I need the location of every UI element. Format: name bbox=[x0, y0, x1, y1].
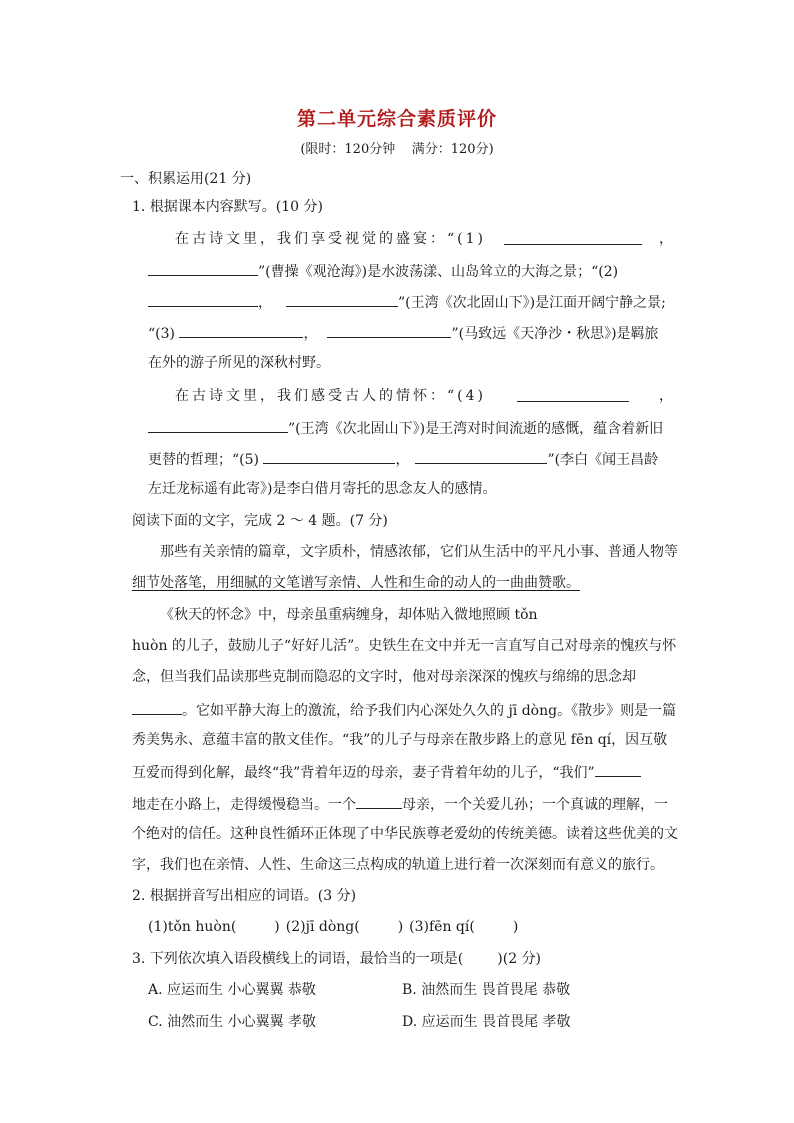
q1-p1-line2: ”(曹操《观沧海》)是水波荡漾、山岛耸立的大海之景；“(2) bbox=[148, 261, 618, 281]
q1-p1-line5: 在外的游子所见的深秋村野。 bbox=[148, 355, 330, 371]
passage-line-3: 《秋天的怀念》中，母亲虽重病缠身，却体贴入微地照顾 tǒn bbox=[160, 607, 538, 623]
option-b[interactable]: B. 油然而生 畏首畏尾 恭敬 bbox=[402, 982, 571, 998]
q1-p1-line3: ， ”(王湾《次北固山下》)是江面开阔宁静之景; bbox=[148, 292, 666, 312]
q2-p2-line1: 在古诗文里，我们感受古人的情怀：“(4) ， bbox=[175, 388, 673, 404]
answer-blank-4b[interactable] bbox=[148, 418, 288, 433]
passage-line-11: 字，我们也在亲情、人性、生命这三点构成的轨道上进行着一次深刻而有意义的旅行。 bbox=[132, 857, 664, 873]
answer-blank-3a[interactable] bbox=[179, 323, 303, 338]
passage-line-7: 秀美隽永、意蕴丰富的散文佳作。“我”的儿子与母亲在散步路上的意见 fēn qí，因互敬 bbox=[132, 732, 668, 748]
q1-p2-line4: 左迁龙标遥有此寄》)是李白借月寄托的思念友人的感情。 bbox=[148, 481, 497, 497]
passage-line-4: huòn 的儿子，鼓励儿子“好好儿活”。史铁生在文中并无一言直写自己对母亲的愧疚与怀 bbox=[132, 638, 677, 654]
answer-blank-3b[interactable] bbox=[327, 323, 451, 338]
passage-line-9: 地走在小路上，走得缓慢稳当。一个 母亲，一个关爱儿孙；一个真诚的理解，一 bbox=[132, 794, 668, 814]
passage-line-10: 个绝对的信任。这种良性循环正体现了中华民族尊老爱幼的传统美德。读着这些优美的文 bbox=[132, 826, 678, 842]
answer-blank-2a[interactable] bbox=[148, 292, 258, 307]
option-c[interactable]: C. 油然而生 小心翼翼 孝敬 bbox=[148, 1014, 317, 1030]
q1-p2-line3: 更替的哲理；“(5) ， ”(李白《闻王昌龄 bbox=[148, 449, 658, 469]
exam-info: (限时：120分钟 满分：120分) bbox=[300, 142, 494, 157]
answer-blank-1a[interactable] bbox=[504, 230, 642, 245]
question-3-stem: 3. 下列依次填入语段横线上的词语，最恰当的一项是( )(2 分) bbox=[132, 951, 542, 967]
passage-line-1: 那些有关亲情的篇章，文字质朴，情感浓郁，它们从生活中的平凡小事、普通人物等 bbox=[160, 544, 678, 560]
question-1-stem: 1. 根据课本内容默写。(10 分) bbox=[132, 199, 323, 215]
page-title: 第二单元综合素质评价 bbox=[296, 108, 497, 130]
passage-line-5: 念，但当我们品读那些克制而隐忍的文字时，他对母亲深深的愧疚与绵绵的思念却 bbox=[132, 669, 636, 685]
passage-blank-2[interactable] bbox=[595, 762, 641, 777]
q1-p2-line2: ”(王湾《次北固山下》)是王湾对时间流逝的感慨，蕴含着新旧 bbox=[148, 418, 663, 438]
passage-blank-1[interactable] bbox=[132, 700, 182, 715]
passage-line-2-underlined: 细节处落笔，用细腻的文笔谱写亲情、人性和生命的动人的一曲曲赞歌。 bbox=[132, 575, 580, 591]
passage-line-8: 互爱而得到化解，最终“我”背着年迈的母亲，妻子背着年幼的儿子，“我们” bbox=[132, 762, 641, 782]
reading-intro: 阅读下面的文字，完成 2 ～ 4 题。(7 分) bbox=[132, 513, 388, 529]
answer-blank-5a[interactable] bbox=[263, 449, 395, 464]
answer-blank-1b[interactable] bbox=[148, 261, 258, 276]
option-a[interactable]: A. 应运而生 小心翼翼 恭敬 bbox=[148, 982, 316, 998]
option-d[interactable]: D. 应运而生 畏首畏尾 孝敬 bbox=[402, 1014, 571, 1030]
q1-p1-line1: 在古诗文里，我们享受视觉的盛宴：“(1) ， bbox=[175, 231, 673, 247]
q1-p1-line4: “(3) ， ”(马致远《天净沙・秋思》)是羁旅 bbox=[148, 323, 659, 343]
section-heading: 一、积累运用(21 分) bbox=[120, 171, 252, 187]
question-2-stem: 2. 根据拼音写出相应的词语。(3 分) bbox=[132, 888, 357, 904]
question-2-answers: (1)tǒn huòn( ) (2)jī dòng( ) (3)fēn qí( ) bbox=[148, 919, 519, 935]
answer-blank-5b[interactable] bbox=[415, 449, 547, 464]
passage-blank-3[interactable] bbox=[356, 794, 402, 809]
passage-line-6: 。它如平静大海上的激流，给予我们内心深处久久的 jī dòng。《散步》则是一篇 bbox=[132, 700, 676, 720]
answer-blank-4a[interactable] bbox=[517, 387, 629, 402]
answer-blank-2b[interactable] bbox=[286, 292, 398, 307]
